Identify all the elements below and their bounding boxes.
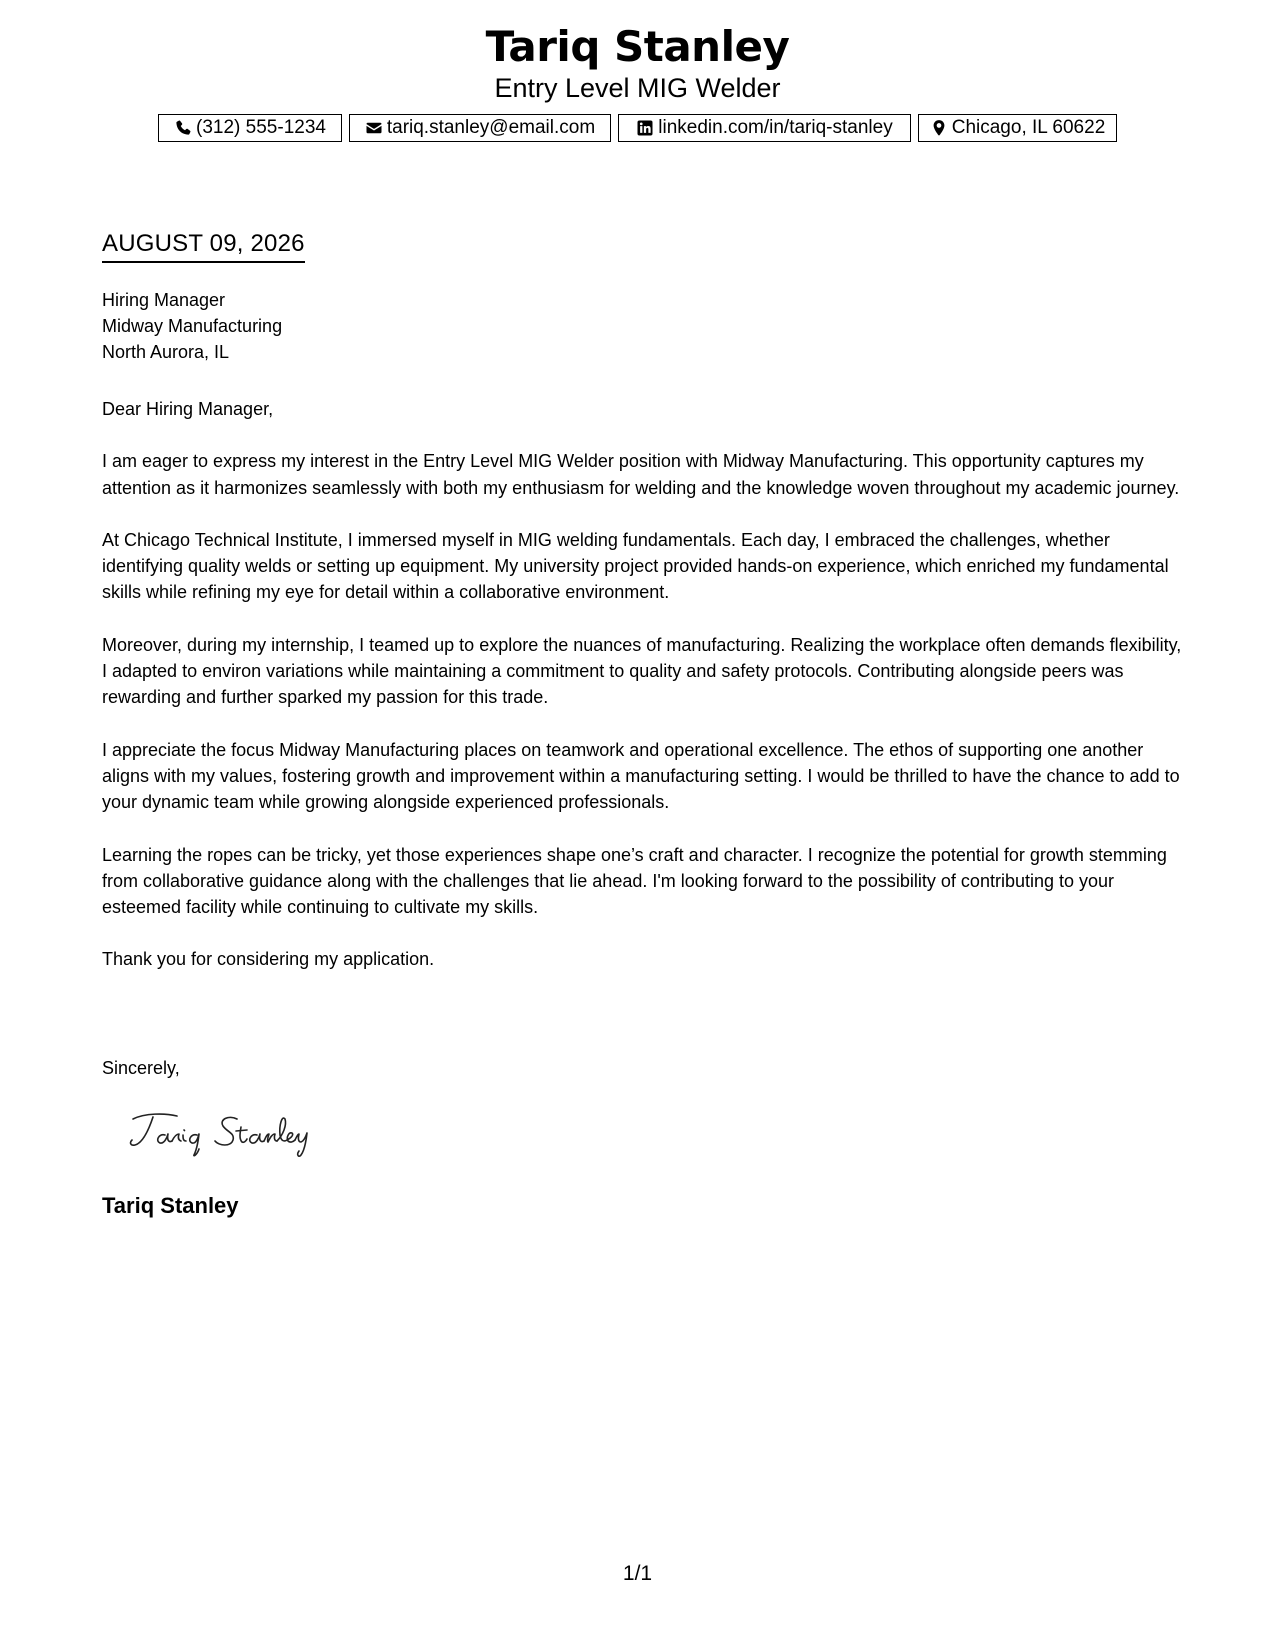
map-marker-icon	[930, 119, 948, 137]
paragraph: Moreover, during my internship, I teamed up to explore the nuances of manufacturing. Realizing the workplace often demands flexibility, I adapted to environ variations while maintaining a commitment to quality and safety protocols. Contributing alongside peers was rewarding and further sparked my passion for this trade.	[102, 634, 1182, 708]
recipient-title: Hiring Manager	[102, 290, 226, 310]
recipient-location: North Aurora, IL	[102, 342, 230, 362]
paragraph: Thank you for considering my application.	[102, 949, 435, 970]
paragraph: Learning the ropes can be tricky, yet those experiences shape one’s craft and character. I recognize the potential for growth stemming from collaborative guidance along with the challenges that lie ahead. I'm looking forward to the possibility of contributing to your esteemed facility while continuing to cultivate my skills.	[102, 844, 1167, 918]
phone-icon	[174, 119, 192, 137]
paragraph: I am eager to express my interest in the Entry Level MIG Welder position with Midway Manufacturing. This opportunity captures my attention as it harmonizes seamlessly with both my enthusiasm for welding and the knowledge woven throughout my academic journey.	[102, 451, 1180, 498]
phone-text: (312) 555-1234	[196, 117, 326, 138]
email-text: tariq.stanley@email.com	[386, 117, 596, 138]
location-text: Chicago, IL 60622	[951, 117, 1106, 138]
page-number: 1/1	[622, 1562, 653, 1585]
contact-bar	[0, 114, 1275, 142]
contact-location[interactable]	[918, 114, 1117, 142]
letter-header	[0, 22, 1275, 142]
contact-phone[interactable]	[158, 114, 342, 142]
recipient-company: Midway Manufacturing	[102, 316, 283, 336]
job-title: Entry Level MIG Welder	[494, 73, 781, 103]
contact-email[interactable]	[349, 114, 611, 142]
letter-date: AUGUST 09, 2026	[102, 229, 305, 263]
envelope-icon	[365, 119, 383, 137]
paragraph: I appreciate the focus Midway Manufacturing places on teamwork and operational excellence. The ethos of supporting one another aligns with my values, fostering growth and improvement within a manufacturing setting. I would be thrilled to have the chance to add to your dynamic team while growing alongside experienced professionals.	[102, 739, 1180, 813]
paragraph: At Chicago Technical Institute, I immersed myself in MIG welding fundamentals. Each day, I embraced the challenges, whether identifying quality welds or setting up equipment. My university project provided hands-on experience, which enriched my fundamental skills while refining my eye for detail within a collaborative environment.	[102, 529, 1169, 603]
handwritten-signature	[125, 1105, 345, 1165]
linkedin-icon	[636, 119, 654, 137]
signer-name: Tariq Stanley	[102, 1193, 239, 1218]
contact-linkedin[interactable]	[618, 114, 911, 142]
linkedin-text: linkedin.com/in/tariq-stanley	[658, 117, 893, 138]
salutation: Dear Hiring Manager,	[102, 399, 274, 419]
applicant-name: Tariq Stanley	[485, 22, 790, 71]
letter-body	[102, 396, 1182, 999]
recipient-block	[102, 287, 282, 365]
closing: Sincerely,	[102, 1058, 180, 1078]
